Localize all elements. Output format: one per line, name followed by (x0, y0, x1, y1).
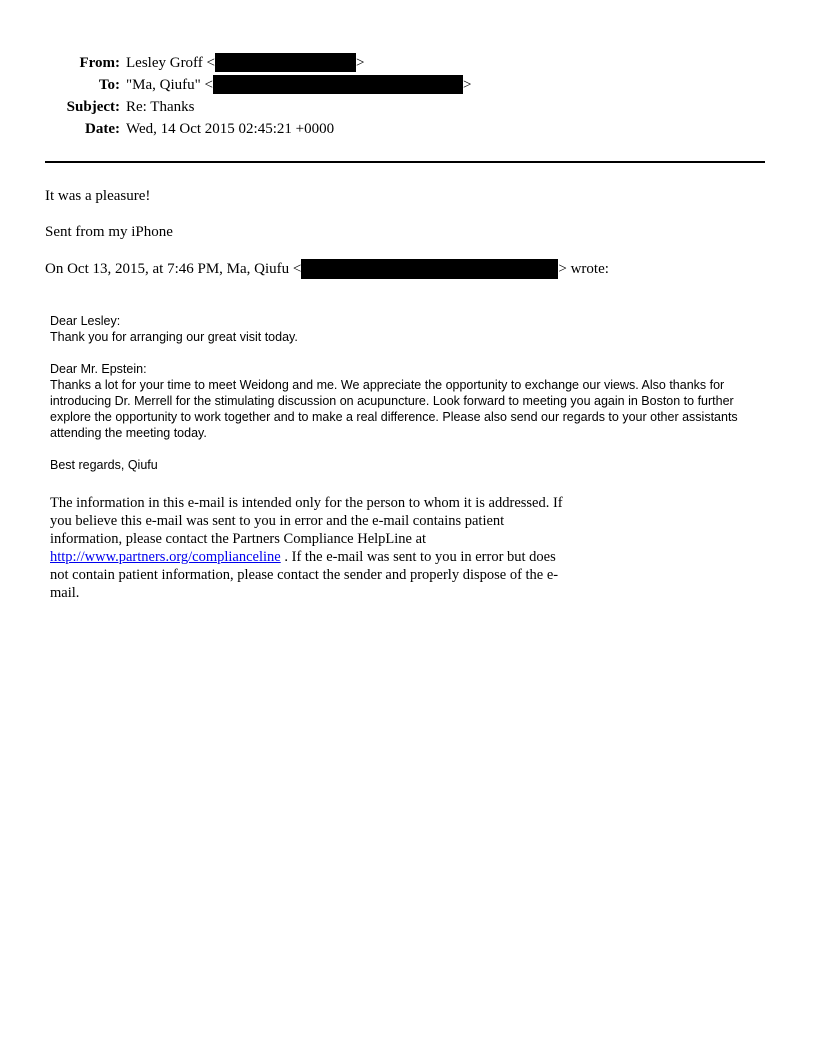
quote-intro-suffix: > wrote: (558, 261, 609, 277)
quote-intro-line (45, 258, 770, 280)
header-row-date (45, 118, 770, 140)
to-close-bracket: > (462, 77, 472, 93)
compliance-disclaimer (45, 494, 577, 602)
header-divider (45, 161, 765, 163)
to-label: To: (98, 77, 120, 93)
from-close-bracket: > (356, 55, 365, 71)
date-label: Date: (85, 121, 120, 137)
quoted-paragraph: Thanks a lot for your time to meet Weidong and me. We appreciate the opportunity to exchange our views. Also thanks for introducing Dr. Merrell for the stimulating discussion on acupuncture. Look forward to meeting you again in Boston to further explore the opportunity to work together and to make a real difference. Please also send our regards to your other assistants attending the meeting today. (50, 378, 738, 440)
quoted-main-block (50, 361, 766, 441)
to-redaction-bar (213, 75, 463, 94)
subject-value: Re: Thanks (126, 99, 195, 115)
disclaimer-text-post: . If the e-mail was sent to you in error but does not contain patient information, please contact the sender and properly dispose of the e-mail. (50, 549, 559, 601)
email-header (45, 52, 770, 140)
quoted-thanks-line: Thank you for arranging our great visit today. (50, 330, 298, 344)
subject-label: Subject: (66, 99, 120, 115)
body-line-pleasure: It was a pleasure! (45, 188, 151, 204)
disclaimer-text-pre: The information in this e-mail is intended only for the person to whom it is addressed. If you believe this e-mail was sent to you in error and the e-mail contains patient information, please contact the Partners Compliance HelpLine at (50, 495, 563, 547)
quoted-message (45, 313, 766, 473)
quoted-signoff: Best regards, Qiufu (50, 458, 158, 472)
compliance-link[interactable]: http://www.partners.org/complianceline (50, 549, 281, 565)
from-name: Lesley Groff < (126, 55, 215, 71)
from-label: From: (79, 55, 120, 71)
quoted-greeting-block (50, 313, 766, 345)
date-value: Wed, 14 Oct 2015 02:45:21 +0000 (126, 121, 335, 137)
from-value (126, 52, 364, 74)
header-row-subject (45, 96, 770, 118)
header-row-from (45, 52, 770, 74)
from-redaction-bar (215, 53, 356, 72)
to-value (126, 74, 471, 96)
quote-redaction-bar (301, 259, 558, 279)
header-row-to (45, 74, 770, 96)
to-name: "Ma, Qiufu" < (126, 77, 213, 93)
body-line-sent-from: Sent from my iPhone (45, 224, 173, 240)
quote-intro-text: On Oct 13, 2015, at 7:46 PM, Ma, Qiufu < (45, 261, 302, 277)
quoted-greeting-lesley: Dear Lesley: (50, 314, 121, 328)
quoted-greeting-epstein: Dear Mr. Epstein: (50, 362, 147, 376)
